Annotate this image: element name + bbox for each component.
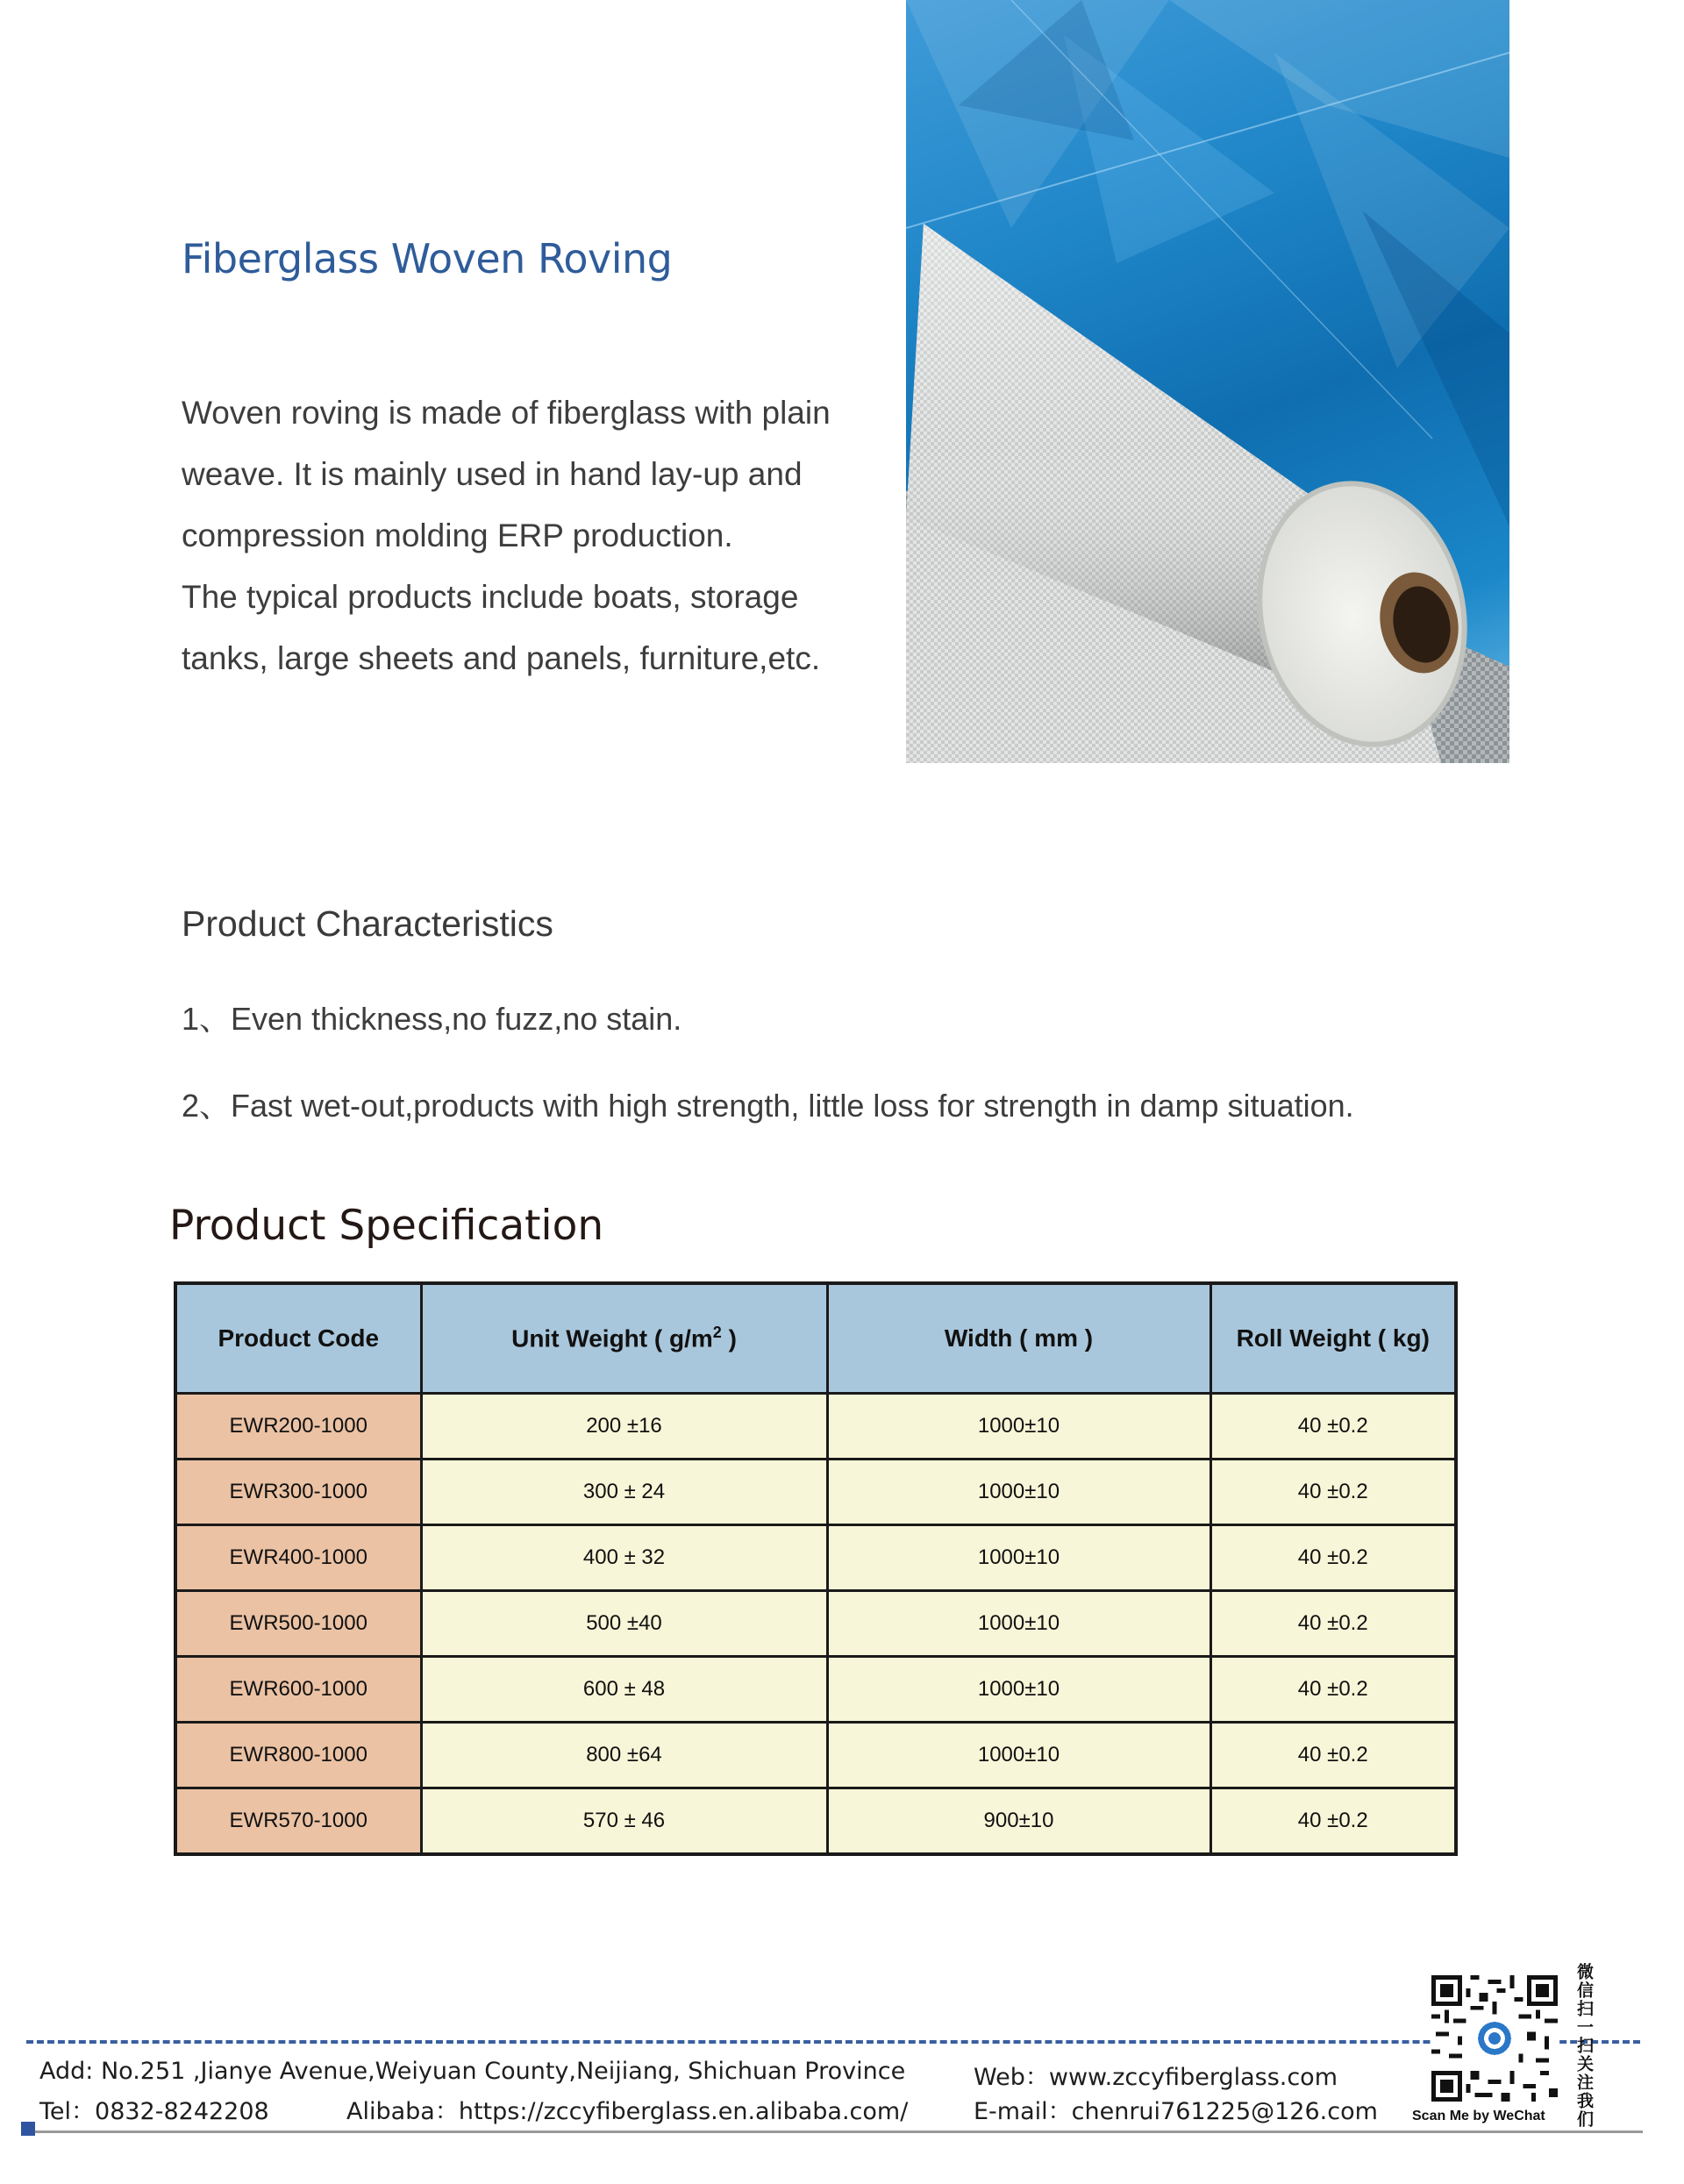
cell-unit-weight: 400 ± 32 <box>421 1525 827 1591</box>
column-header-product-code: Product Code <box>175 1283 421 1394</box>
table-row <box>175 1788 1456 1855</box>
cell-product-code: EWR600-1000 <box>175 1657 421 1723</box>
footer-bottom-line <box>25 2130 1643 2133</box>
product-title: Fiberglass Woven Roving <box>182 235 673 282</box>
table-row <box>175 1591 1456 1657</box>
cell-roll-weight: 40 ±0.2 <box>1210 1591 1456 1657</box>
cell-roll-weight: 40 ±0.2 <box>1210 1394 1456 1460</box>
footer-email-link[interactable]: E-mail：chenrui761225@126.com <box>974 2098 1378 2125</box>
cell-width: 1000±10 <box>827 1525 1210 1591</box>
footer-tel: Tel：0832-8242208 <box>39 2098 269 2125</box>
cell-roll-weight: 40 ±0.2 <box>1210 1525 1456 1591</box>
table-row <box>175 1394 1456 1460</box>
column-header-width: Width ( mm ) <box>827 1283 1210 1394</box>
cell-product-code: EWR400-1000 <box>175 1525 421 1591</box>
table-row <box>175 1723 1456 1788</box>
cell-product-code: EWR500-1000 <box>175 1591 421 1657</box>
characteristic-item: 1、Even thickness,no fuzz,no stain. <box>182 1001 682 1037</box>
cell-roll-weight: 40 ±0.2 <box>1210 1460 1456 1525</box>
cell-product-code: EWR200-1000 <box>175 1394 421 1460</box>
table-row <box>175 1657 1456 1723</box>
footer-alibaba-link[interactable]: Alibaba：https://zccyfiberglass.en.alibaba.com/ <box>346 2098 909 2125</box>
footer-dashed-divider <box>26 2040 1640 2044</box>
cell-unit-weight: 800 ±64 <box>421 1723 827 1788</box>
column-header-unit-weight <box>421 1283 827 1394</box>
specification-table <box>174 1281 1458 1856</box>
qr-vertical-caption: 微信扫一扫关注我们 <box>1574 1963 1593 2129</box>
unit-weight-label: Unit Weight ( g/m <box>511 1324 713 1353</box>
footer-address: Add: No.251 ,Jianye Avenue,Weiyuan County,Neijiang, Shichuan Province <box>39 2058 906 2085</box>
table-row <box>175 1460 1456 1525</box>
cell-width: 1000±10 <box>827 1394 1210 1460</box>
table-row <box>175 1525 1456 1591</box>
intro-line: weave. It is mainly used in hand lay-up and <box>182 456 803 492</box>
characteristics-heading: Product Characteristics <box>182 903 553 944</box>
product-roll-image <box>906 0 1509 763</box>
cell-unit-weight: 300 ± 24 <box>421 1460 827 1525</box>
intro-line: tanks, large sheets and panels, furniture,etc. <box>182 640 821 676</box>
cell-roll-weight: 40 ±0.2 <box>1210 1723 1456 1788</box>
wechat-qr-code[interactable] <box>1431 1975 1558 2102</box>
cell-unit-weight: 600 ± 48 <box>421 1657 827 1723</box>
column-header-roll-weight: Roll Weight ( kg) <box>1210 1283 1456 1394</box>
cell-product-code: EWR570-1000 <box>175 1788 421 1855</box>
cell-product-code: EWR800-1000 <box>175 1723 421 1788</box>
cell-roll-weight: 40 ±0.2 <box>1210 1788 1456 1855</box>
unit-weight-suffix: ) <box>721 1324 737 1353</box>
cell-unit-weight: 200 ±16 <box>421 1394 827 1460</box>
specification-heading: Product Specification <box>169 1202 604 1250</box>
cell-unit-weight: 570 ± 46 <box>421 1788 827 1855</box>
intro-line: compression molding ERP production. <box>182 517 733 553</box>
cell-width: 1000±10 <box>827 1591 1210 1657</box>
cell-width: 1000±10 <box>827 1460 1210 1525</box>
characteristic-item: 2、Fast wet-out,products with high strength, little loss for strength in damp situation. <box>182 1088 1354 1124</box>
product-intro <box>182 382 901 689</box>
cell-width: 900±10 <box>827 1788 1210 1855</box>
cell-product-code: EWR300-1000 <box>175 1460 421 1525</box>
cell-width: 1000±10 <box>827 1723 1210 1788</box>
table-header-row <box>175 1283 1456 1394</box>
cell-width: 1000±10 <box>827 1657 1210 1723</box>
cell-unit-weight: 500 ±40 <box>421 1591 827 1657</box>
unit-weight-sup: 2 <box>712 1324 722 1342</box>
intro-line: The typical products include boats, storage <box>182 579 799 615</box>
footer-corner-square <box>21 2122 35 2136</box>
cell-roll-weight: 40 ±0.2 <box>1210 1657 1456 1723</box>
intro-line: Woven roving is made of fiberglass with plain <box>182 395 831 431</box>
qr-caption: Scan Me by WeChat <box>1412 2109 1545 2123</box>
footer-web-link[interactable]: Web：www.zccyfiberglass.com <box>974 2064 1338 2091</box>
